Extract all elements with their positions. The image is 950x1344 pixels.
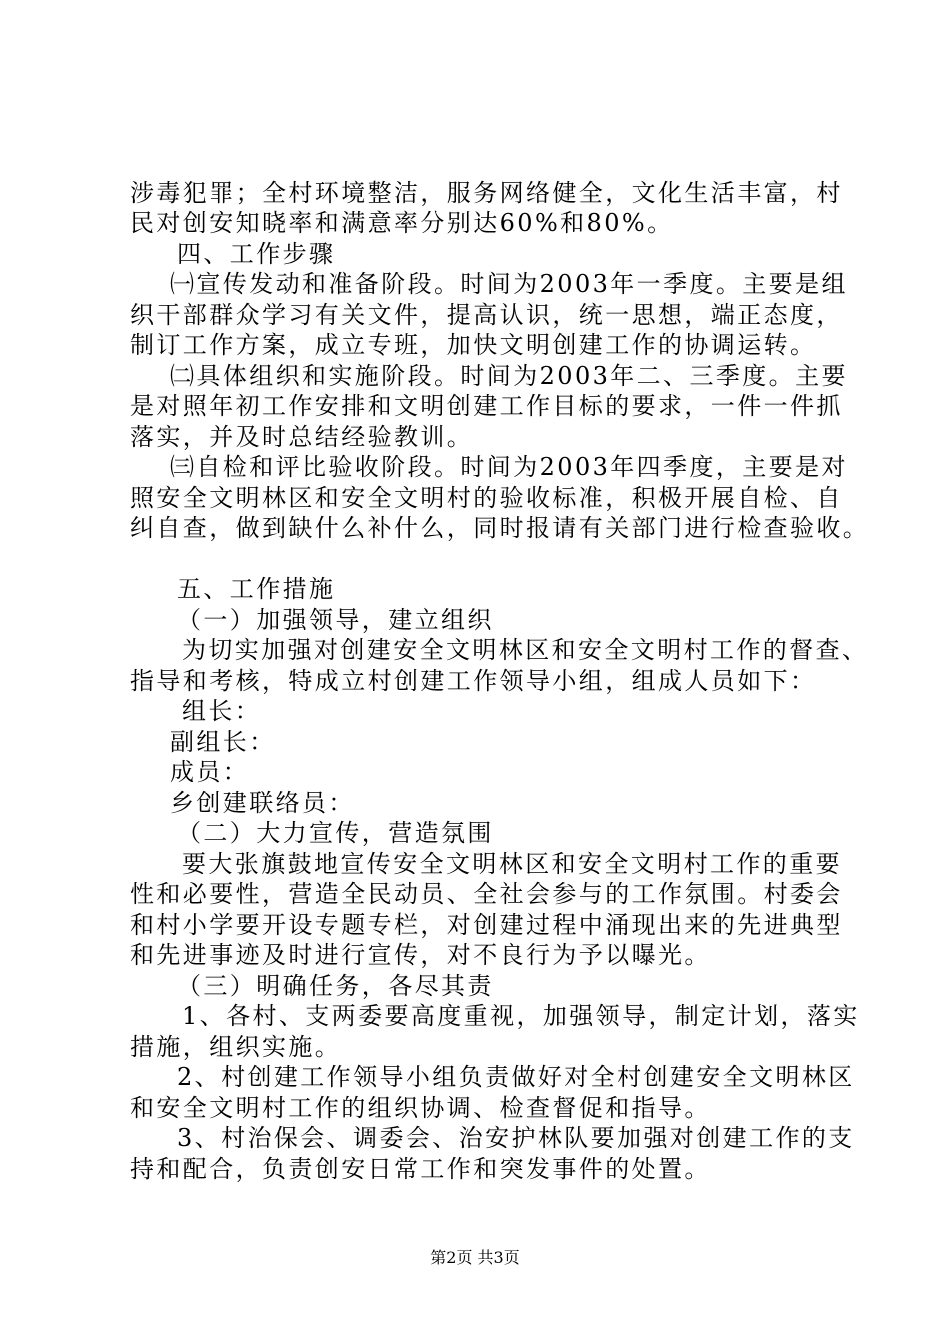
text-line: 性和必要性，营造全民动员、全社会参与的工作氛围。村委会 [130, 880, 843, 908]
text-line: 涉毒犯罪；全村环境整洁，服务网络健全，文化生活丰富，村 [130, 179, 843, 207]
page-number-footer: 第2页 共3页 [430, 1248, 520, 1267]
text-line: 民对创安知晓率和满意率分别达60%和80%。 [130, 209, 674, 237]
text-line: 织干部群众学习有关文件，提高认识，统一思想，端正态度， [130, 301, 843, 329]
text-line: 持和配合，负责创安日常工作和突发事件的处置。 [130, 1155, 711, 1183]
text-line: 制订工作方案，成立专班，加快文明创建工作的协调运转。 [130, 331, 817, 359]
text-line: 纠自查，做到缺什么补什么，同时报请有关部门进行检查验收。 [130, 514, 870, 542]
text-line: 1、各村、支两委要高度重视，加强领导，制定计划，落实 [182, 1002, 860, 1030]
text-line: 成员： [170, 758, 250, 786]
text-line: 措施，组织实施。 [130, 1033, 342, 1061]
text-line: 和先进事迹及时进行宣传，对不良行为予以曝光。 [130, 941, 711, 969]
text-line: 落实，并及时总结经验教训。 [130, 423, 474, 451]
text-line: ㈡具体组织和实施阶段。时间为2003年二、三季度。主要 [170, 362, 848, 390]
text-line: 照安全文明林区和安全文明村的验收标准，积极开展自检、自 [130, 484, 843, 512]
text-line: 是对照年初工作安排和文明创建工作目标的要求，一件一件抓 [130, 392, 843, 420]
text-line: 乡创建联络员： [170, 789, 355, 817]
text-line: ㈠宣传发动和准备阶段。时间为2003年一季度。主要是组 [170, 270, 848, 298]
subsection-heading: （一）加强领导，建立组织 [177, 606, 494, 634]
text-line: 2、村创建工作领导小组负责做好对全村创建安全文明林区 [177, 1063, 855, 1091]
text-line: 指导和考核，特成立村创建工作领导小组，组成人员如下： [130, 667, 817, 695]
text-line: 为切实加强对创建安全文明林区和安全文明村工作的督查、 [182, 636, 869, 664]
section-heading: 五、工作措施 [177, 575, 336, 603]
section-heading: 四、工作步骤 [177, 240, 336, 268]
text-line: 和村小学要开设专题专栏，对创建过程中涌现出来的先进典型 [130, 911, 843, 939]
text-line: ㈢自检和评比验收阶段。时间为2003年四季度，主要是对 [170, 453, 848, 481]
text-line: 3、村治保会、调委会、治安护林队要加强对创建工作的支 [177, 1124, 855, 1152]
text-line: 组长： [182, 697, 262, 725]
text-line: 和安全文明村工作的组织协调、检查督促和指导。 [130, 1094, 711, 1122]
subsection-heading: （三）明确任务，各尽其责 [177, 972, 494, 1000]
subsection-heading: （二）大力宣传，营造氛围 [177, 819, 494, 847]
text-line: 副组长： [170, 728, 276, 756]
text-line: 要大张旗鼓地宣传安全文明林区和安全文明村工作的重要 [182, 850, 842, 878]
